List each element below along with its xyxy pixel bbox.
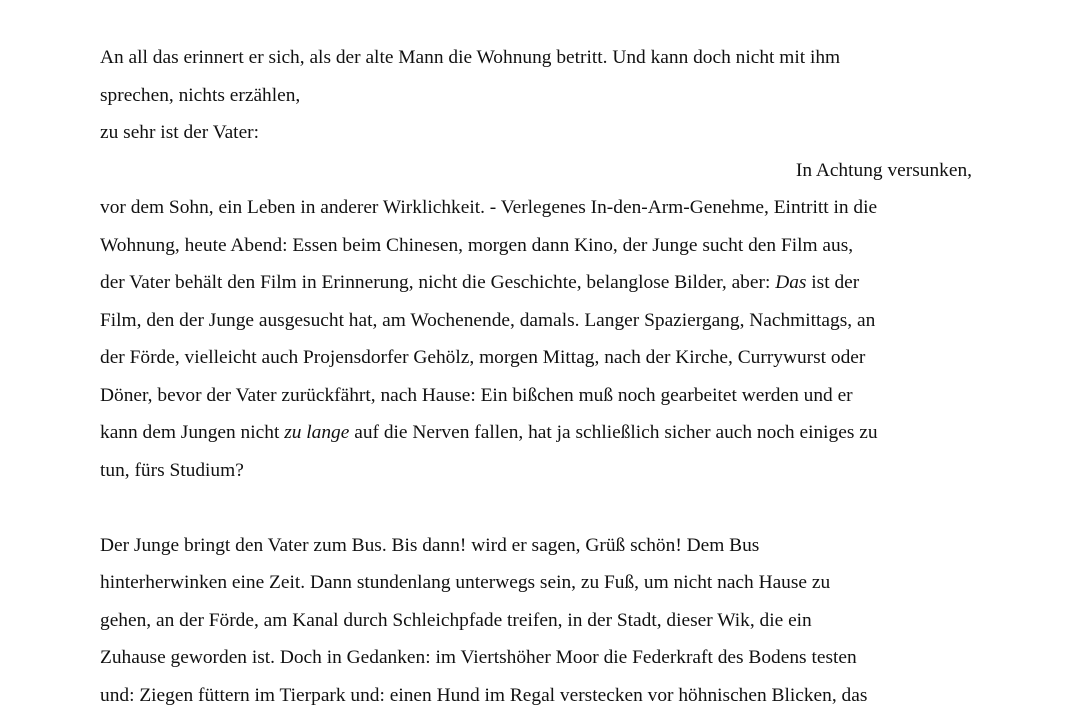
text-line: zu sehr ist der Vater: — [100, 122, 260, 143]
text-line-right-aligned: In Achtung versunken, — [795, 159, 972, 181]
text-line: hinterherwinken eine Zeit. Dann stundenlang unterwegs sein, zu Fuß, um nicht nach Hause zu — [100, 572, 831, 593]
text-line: sprechen, nichts erzählen, — [100, 84, 301, 106]
text-line: Wohnung, heute Abend: Essen beim Chinesen, morgen dann Kino, der Junge sucht den Film aus, — [100, 234, 854, 256]
text-line: tun, fürs Studium? — [100, 459, 244, 481]
italic-emphasis: Das — [775, 272, 807, 293]
text-line: Film, den der Junge ausgesucht hat, am Wochenende, damals. Langer Spaziergang, Nachmittags, an — [100, 309, 876, 331]
paragraph-gap — [100, 489, 972, 527]
document-page — [100, 39, 972, 714]
text-line: gehen, an der Förde, am Kanal durch Schleichpfade treifen, in der Stadt, dieser Wik, die ein — [100, 609, 812, 631]
text-line: und: Ziegen füttern im Tierpark und: einen Hund im Regal verstecken vor höhnischen Blicken, das — [100, 684, 868, 706]
text-line: Zuhause geworden ist. Doch in Gedanken: im Viertshöher Moor die Federkraft des Bodens testen — [100, 647, 857, 668]
text-line: vor dem Sohn, ein Leben in anderer Wirklichkeit. - Verlegenes In-den-Arm-Genehme, Eintritt in die — [100, 197, 878, 218]
text-line: An all das erinnert er sich, als der alte Mann die Wohnung betritt. Und kann doch nicht mit ihm — [100, 47, 841, 68]
text-line: Der Junge bringt den Vater zum Bus. Bis dann! wird er sagen, Grüß schön! Dem Bus — [100, 534, 760, 556]
text-segment: kann dem Jungen nicht — [100, 422, 285, 443]
text-segment: auf die Nerven fallen, hat ja schließlich sicher auch noch einiges zu — [349, 422, 878, 443]
text-line: der Förde, vielleicht auch Projensdorfer Gehölz, morgen Mittag, nach der Kirche, Currywurst oder — [100, 347, 866, 368]
italic-emphasis: zu lange — [284, 422, 350, 443]
text-line — [100, 414, 972, 452]
text-segment: ist der — [806, 272, 860, 293]
text-line — [100, 264, 972, 302]
text-line: Döner, bevor der Vater zurückfährt, nach Hause: Ein bißchen muß noch gearbeitet werden und er — [100, 384, 853, 406]
text-segment: der Vater behält den Film in Erinnerung, nicht die Geschichte, belanglose Bilder, aber: — [100, 272, 776, 293]
